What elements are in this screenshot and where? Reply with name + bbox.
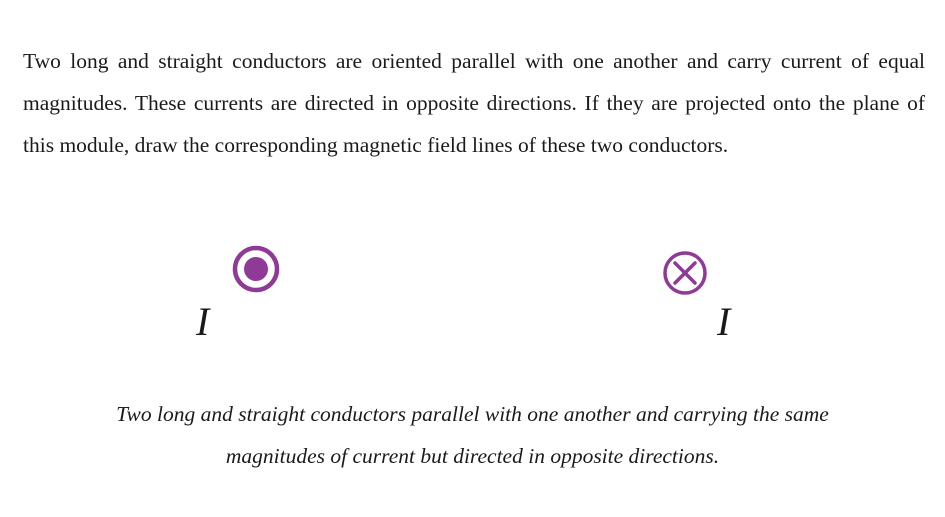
figure-caption	[0, 393, 945, 477]
current-into-page-icon	[665, 253, 705, 293]
left-current-label: I	[196, 299, 210, 344]
caption-line-2: magnitudes of current but directed in opposite directions.	[225, 444, 720, 468]
current-out-of-page-icon	[235, 248, 277, 290]
right-current-label: I	[717, 299, 731, 344]
problem-statement: Two long and straight conductors are oriented parallel with one another and carry current of equal magnitudes. These currents are directed in opposite directions. If they are projected onto the plane of this module, draw the corresponding magnetic field lines of these two conductors.	[23, 49, 925, 157]
caption-line-1: Two long and straight conductors parallel with one another and carrying the same	[116, 402, 829, 426]
